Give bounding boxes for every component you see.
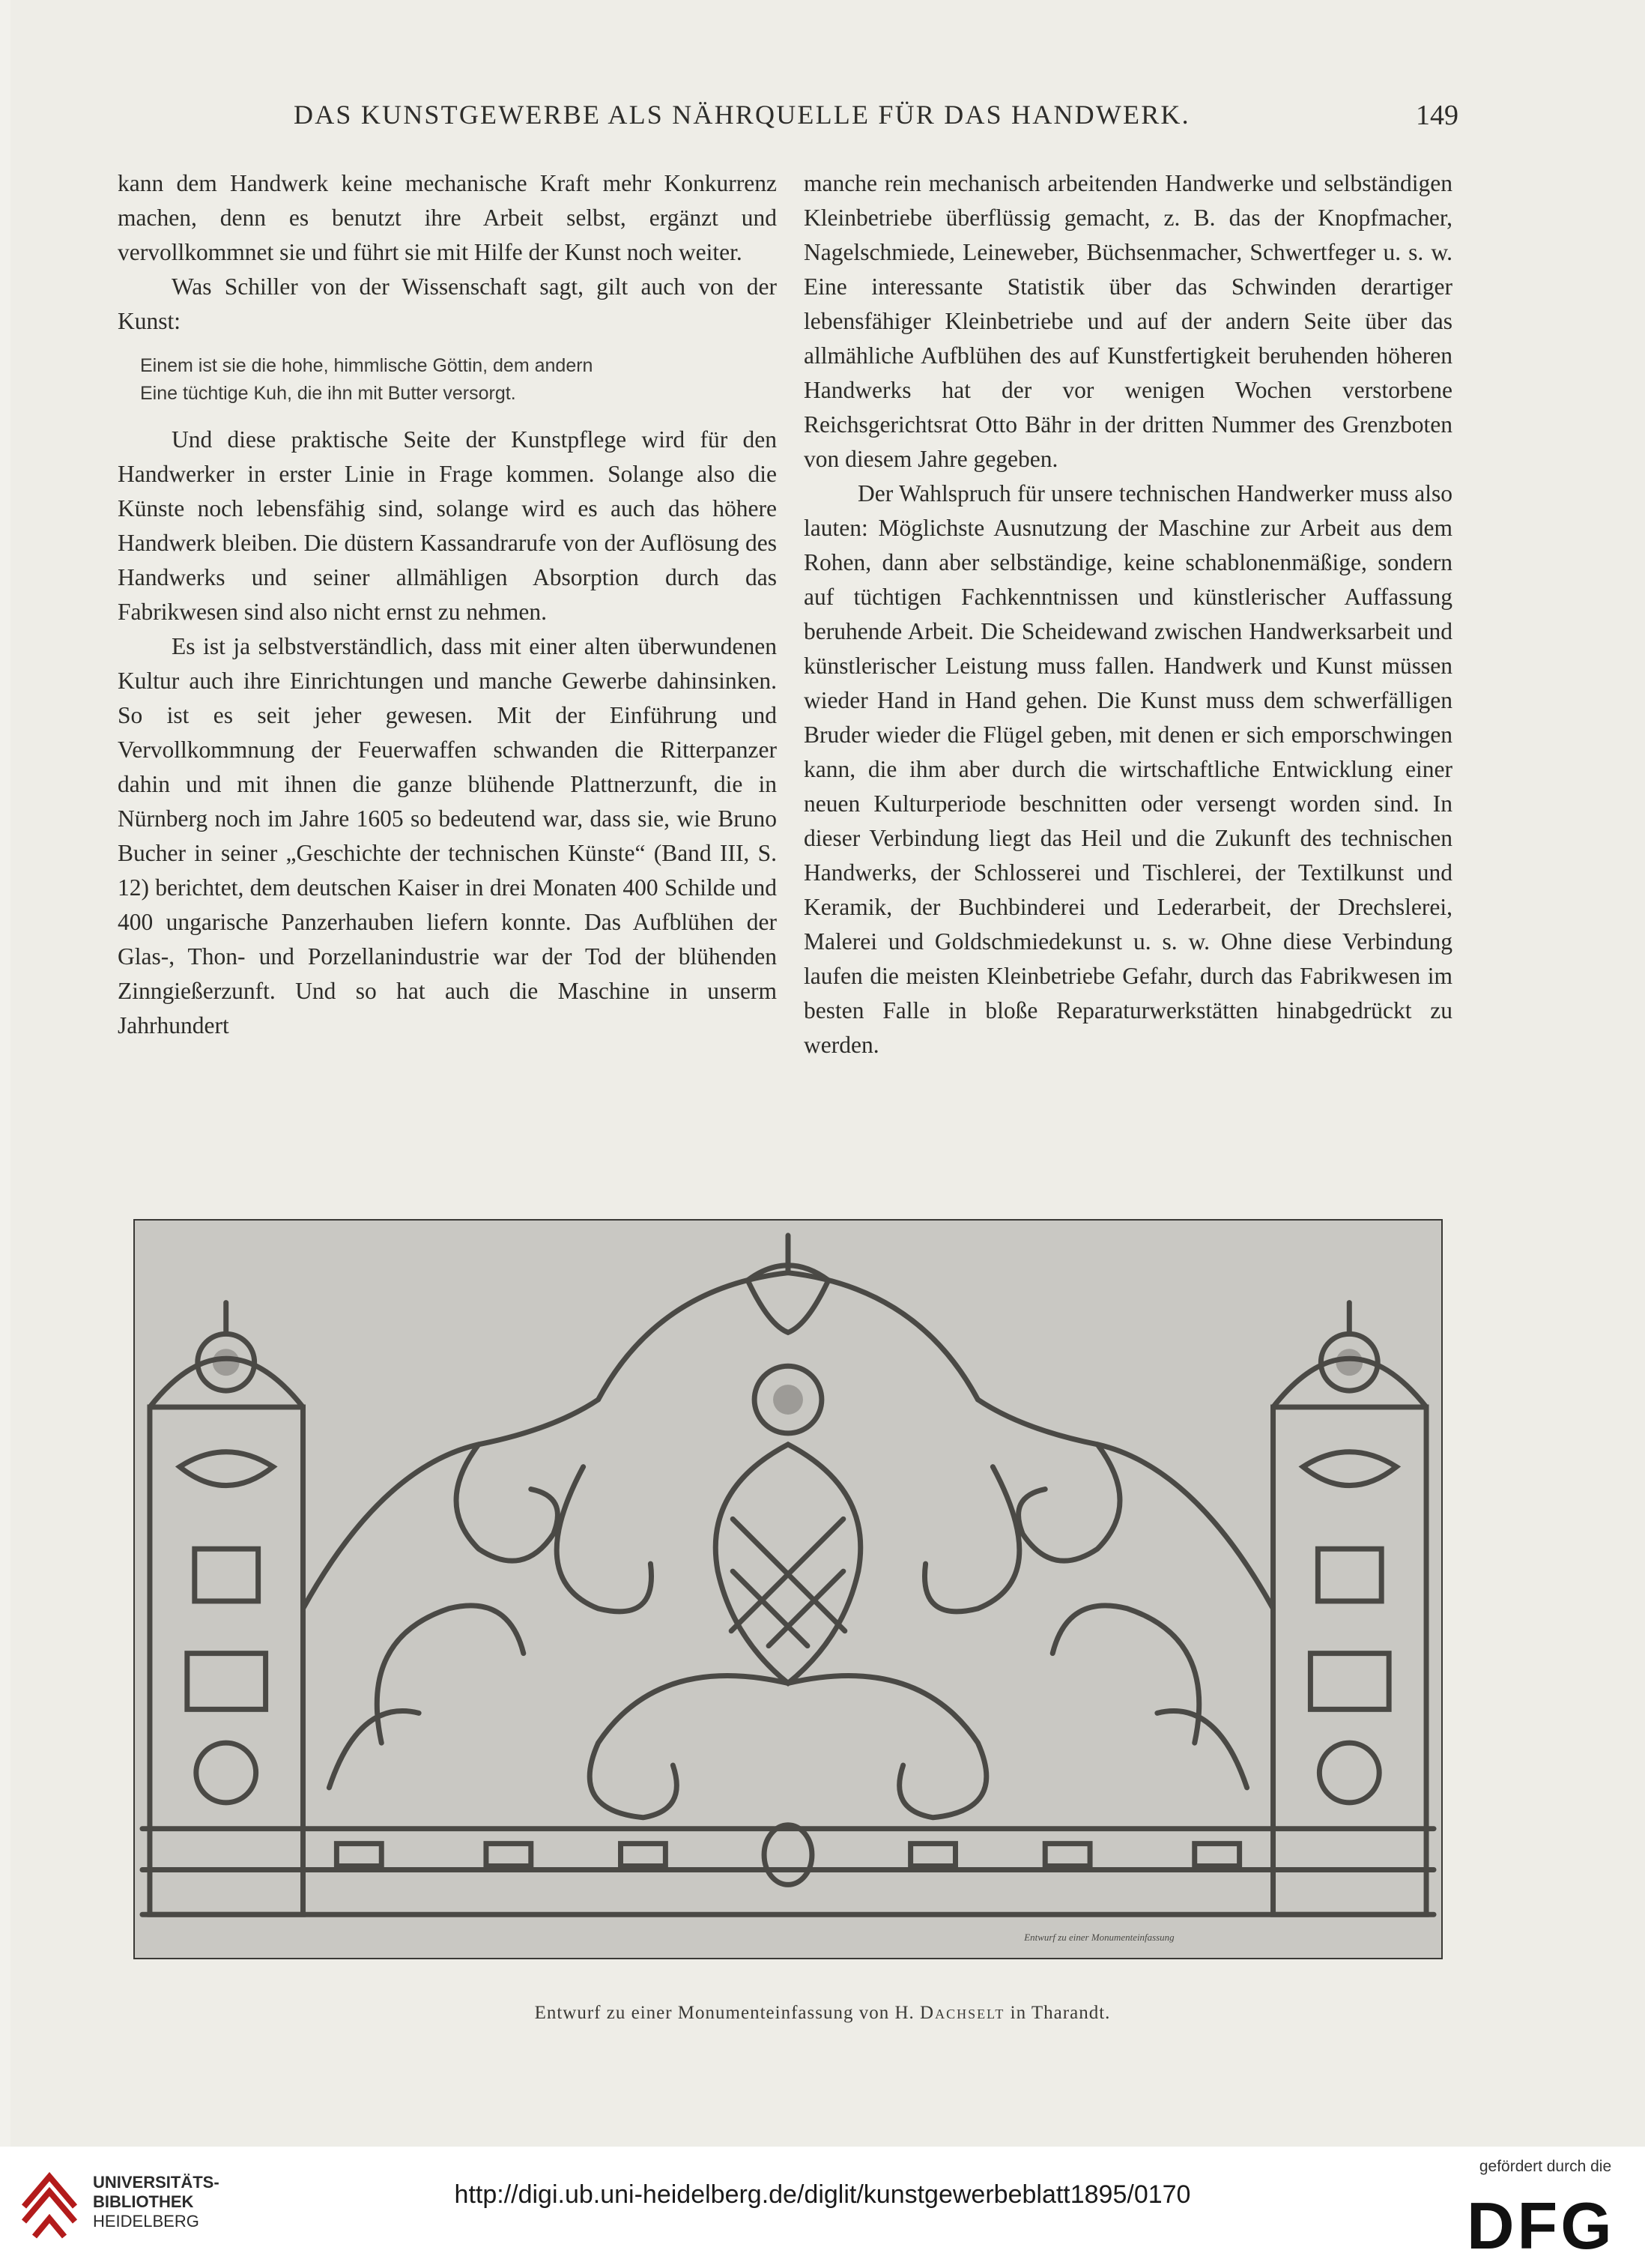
library-name-line: BIBLIOTHEK — [93, 2192, 194, 2211]
left-text-column — [118, 166, 777, 1043]
artist-signature-note: Entwurf zu einer Monumenteinfassung — [1024, 1932, 1175, 1944]
dfg-logo: DFG — [1467, 2189, 1615, 2263]
page-number: 149 — [1416, 100, 1458, 131]
paragraph: Was Schiller von der Wissenschaft sagt, gilt auch von der Kunst: — [118, 273, 777, 334]
ironwork-illustration — [133, 1219, 1443, 1959]
paragraph: Es ist ja selbstverständlich, dass mit einer alten überwundenen Kultur auch ihre Einrichtungen und manche Gewerbe dahinsinken. So ist es seit jeher gewesen. Mit der Einführung und Vervollkommnung der Feuerwaffen schwanden die Ritterpanzer dahin und mit ihnen die ganze blühende Plattnerzunft, die in Nürnberg noch im Jahre 1605 so bedeutend war, dass sie, wie Bruno Bucher in seiner „Geschichte der technischen Künste“ (Band III, S. 12) berichtet, dem deutschen Kaiser in drei Monaten 400 Schilde und 400 ungarische Panzerhauben liefern konnte. Das Aufblühen der Glas-, Thon- und Porzellanindustrie war der Tod der blühenden Zinngießerzunft. Und so hat auch die Maschine in unserm Jahrhundert — [118, 633, 777, 1038]
verse-quote — [140, 352, 777, 408]
caption-artist-name: Dachselt — [920, 2003, 1005, 2023]
verse-line: Eine tüchtige Kuh, die ihn mit Butter versorgt. — [140, 383, 516, 404]
verse-line: Einem ist sie die hohe, himmlische Göttin, dem andern — [140, 355, 593, 376]
paragraph: manche rein mechanisch arbeitenden Handwerke und selbständigen Kleinbetriebe überflüssig gemacht, z. B. das der Knopfmacher, Nagelschmiede, Leineweber, Büchsenmacher, Schwertfeger u. s. w. Eine interessante Statistik über das Schwinden derartiger lebensfähiger Kleinbetriebe und auf der andern Seite über das allmähliche Aufblühen des auf Kunstfertigkeit beruhenden höheren Handwerks hat der vor wenigen Wochen verstorbene Reichsgerichtsrat Otto Bähr in der dritten Nummer des Grenzboten von diesem Jahre gegeben. — [804, 170, 1452, 472]
funding-note: gefördert durch die — [1479, 2158, 1612, 2175]
figure-caption — [0, 2003, 1645, 2024]
caption-text: Entwurf zu einer Monumenteinfassung von H. — [534, 2003, 915, 2023]
running-header-title: DAS KUNSTGEWERBE ALS NÄHRQUELLE FÜR DAS HANDWERK. — [294, 100, 1190, 130]
paragraph: kann dem Handwerk keine mechanische Kraft mehr Konkurrenz machen, denn es benutzt ihre Arbeit selbst, ergänzt und vervollkommnet sie und führt sie mit Hilfe der Kunst noch weiter. — [118, 170, 777, 265]
right-text-column — [804, 166, 1452, 1062]
permalink-url[interactable]: http://digi.ub.uni-heidelberg.de/diglit/kunstgewerbeblatt1895/0170 — [454, 2180, 1191, 2209]
paragraph: Der Wahlspruch für unsere technischen Handwerker muss also lauten: Möglichste Ausnutzung der Maschine zur Arbeit aus dem Rohen, dann aber selbständige, keine schablonenmäßige, sondern auf tüchtigen Fachkenntnissen und künstlerischer Auffassung beruhende Arbeit. Die Scheidewand zwischen Handwerksarbeit und künstlerischer Leistung muss fallen. Handwerk und Kunst müssen wieder Hand in Hand gehen. Die Kunst muss dem schwerfälligen Bruder wieder die Flügel geben, mit denen er sich emporschwingen kann, die ihm aber durch die wirtschaftliche Entwicklung einer neuen Kulturperiode beschnitten oder versengt worden sind. In dieser Verbindung liegt das Heil und die Zukunft des technischen Handwerks, der Schlosserei und Tischlerei, der Textilkunst und Keramik, der Buchbinderei und Lederarbeit, der Drechslerei, Malerei und Goldschmiedekunst u. s. w. Ohne diese Verbindung laufen die meisten Kleinbetriebe Gefahr, durch das Fabrikwesen im besten Falle in bloße Reparaturwerkstätten hinabgedrückt zu werden. — [804, 480, 1452, 1058]
ornamental-fence-drawing — [135, 1221, 1441, 1958]
library-name-line: HEIDELBERG — [93, 2212, 199, 2231]
library-name-line: UNIVERSITÄTS- — [93, 2173, 219, 2192]
paragraph: Und diese praktische Seite der Kunstpflege wird für den Handwerker in erster Linie in Frage kommen. Solange also die Künste noch lebensfähig sind, solange wird es auch das höhere Handwerk bleiben. Die düstern Kassandrarufe von der Auflösung des Handwerks und seiner allmähligen Absorption durch das Fabrikwesen sind also nicht ernst zu nehmen. — [118, 426, 777, 625]
caption-place: in Tharandt. — [1010, 2003, 1111, 2023]
